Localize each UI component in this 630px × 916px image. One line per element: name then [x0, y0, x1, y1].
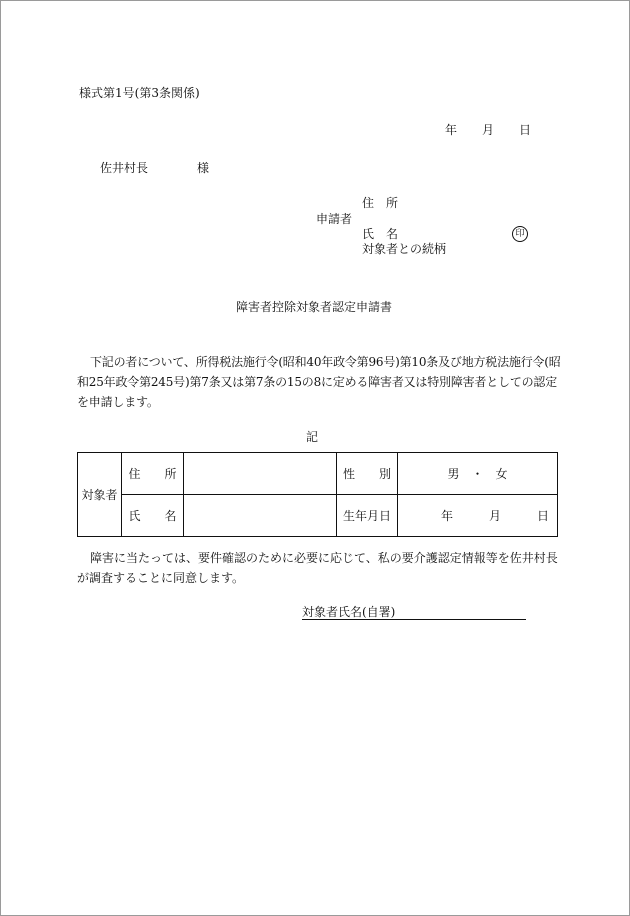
- seal-mark-icon: 印: [512, 226, 528, 242]
- addressee-name: 佐井村長: [100, 161, 149, 175]
- consent-statement: 障害に当たっては、要件確認のために必要に応じて、私の要介護認定情報等を佐井村長が調査することに同意します。: [77, 551, 558, 585]
- target-person-label: 対象者: [78, 453, 122, 537]
- addressee-honorific: 様: [197, 161, 210, 175]
- applicant-label: 申請者: [316, 212, 353, 226]
- table-row: [78, 495, 558, 537]
- gender-label: 性 別: [337, 453, 398, 495]
- date-day-label: 日: [518, 123, 531, 137]
- applicant-relation-label: 対象者との続柄: [362, 242, 447, 256]
- address-field[interactable]: [184, 453, 337, 495]
- applicant-name-label: 氏 名: [362, 227, 399, 241]
- signature-field[interactable]: [302, 619, 526, 620]
- document-title: 障害者控除対象者認定申請書: [236, 300, 393, 314]
- signature-label: 対象者氏名(自署): [302, 605, 396, 619]
- target-person-table: [77, 452, 558, 537]
- form-number: 様式第1号(第3条関係): [79, 86, 200, 100]
- gender-field[interactable]: 男 ・ 女: [398, 453, 558, 495]
- name-label: 氏 名: [122, 495, 184, 537]
- name-field[interactable]: [184, 495, 337, 537]
- date-month-label: 月: [481, 123, 494, 137]
- address-label: 住 所: [122, 453, 184, 495]
- birthdate-label: 生年月日: [337, 495, 398, 537]
- application-statement: 下記の者について、所得税法施行令(昭和40年政令第96号)第10条及び地方税法施行令(昭和25年政令第245号)第7条又は第7条の15の8に定める障害者又は特別障害者としての認定を申請します。: [77, 355, 561, 409]
- birthdate-field[interactable]: 年 月 日: [398, 495, 558, 537]
- table-row: [78, 453, 558, 495]
- ki-heading: 記: [306, 430, 319, 444]
- applicant-address-label: 住 所: [362, 196, 399, 210]
- application-date: [445, 123, 531, 137]
- addressee: [100, 161, 210, 175]
- date-year-label: 年: [445, 123, 458, 137]
